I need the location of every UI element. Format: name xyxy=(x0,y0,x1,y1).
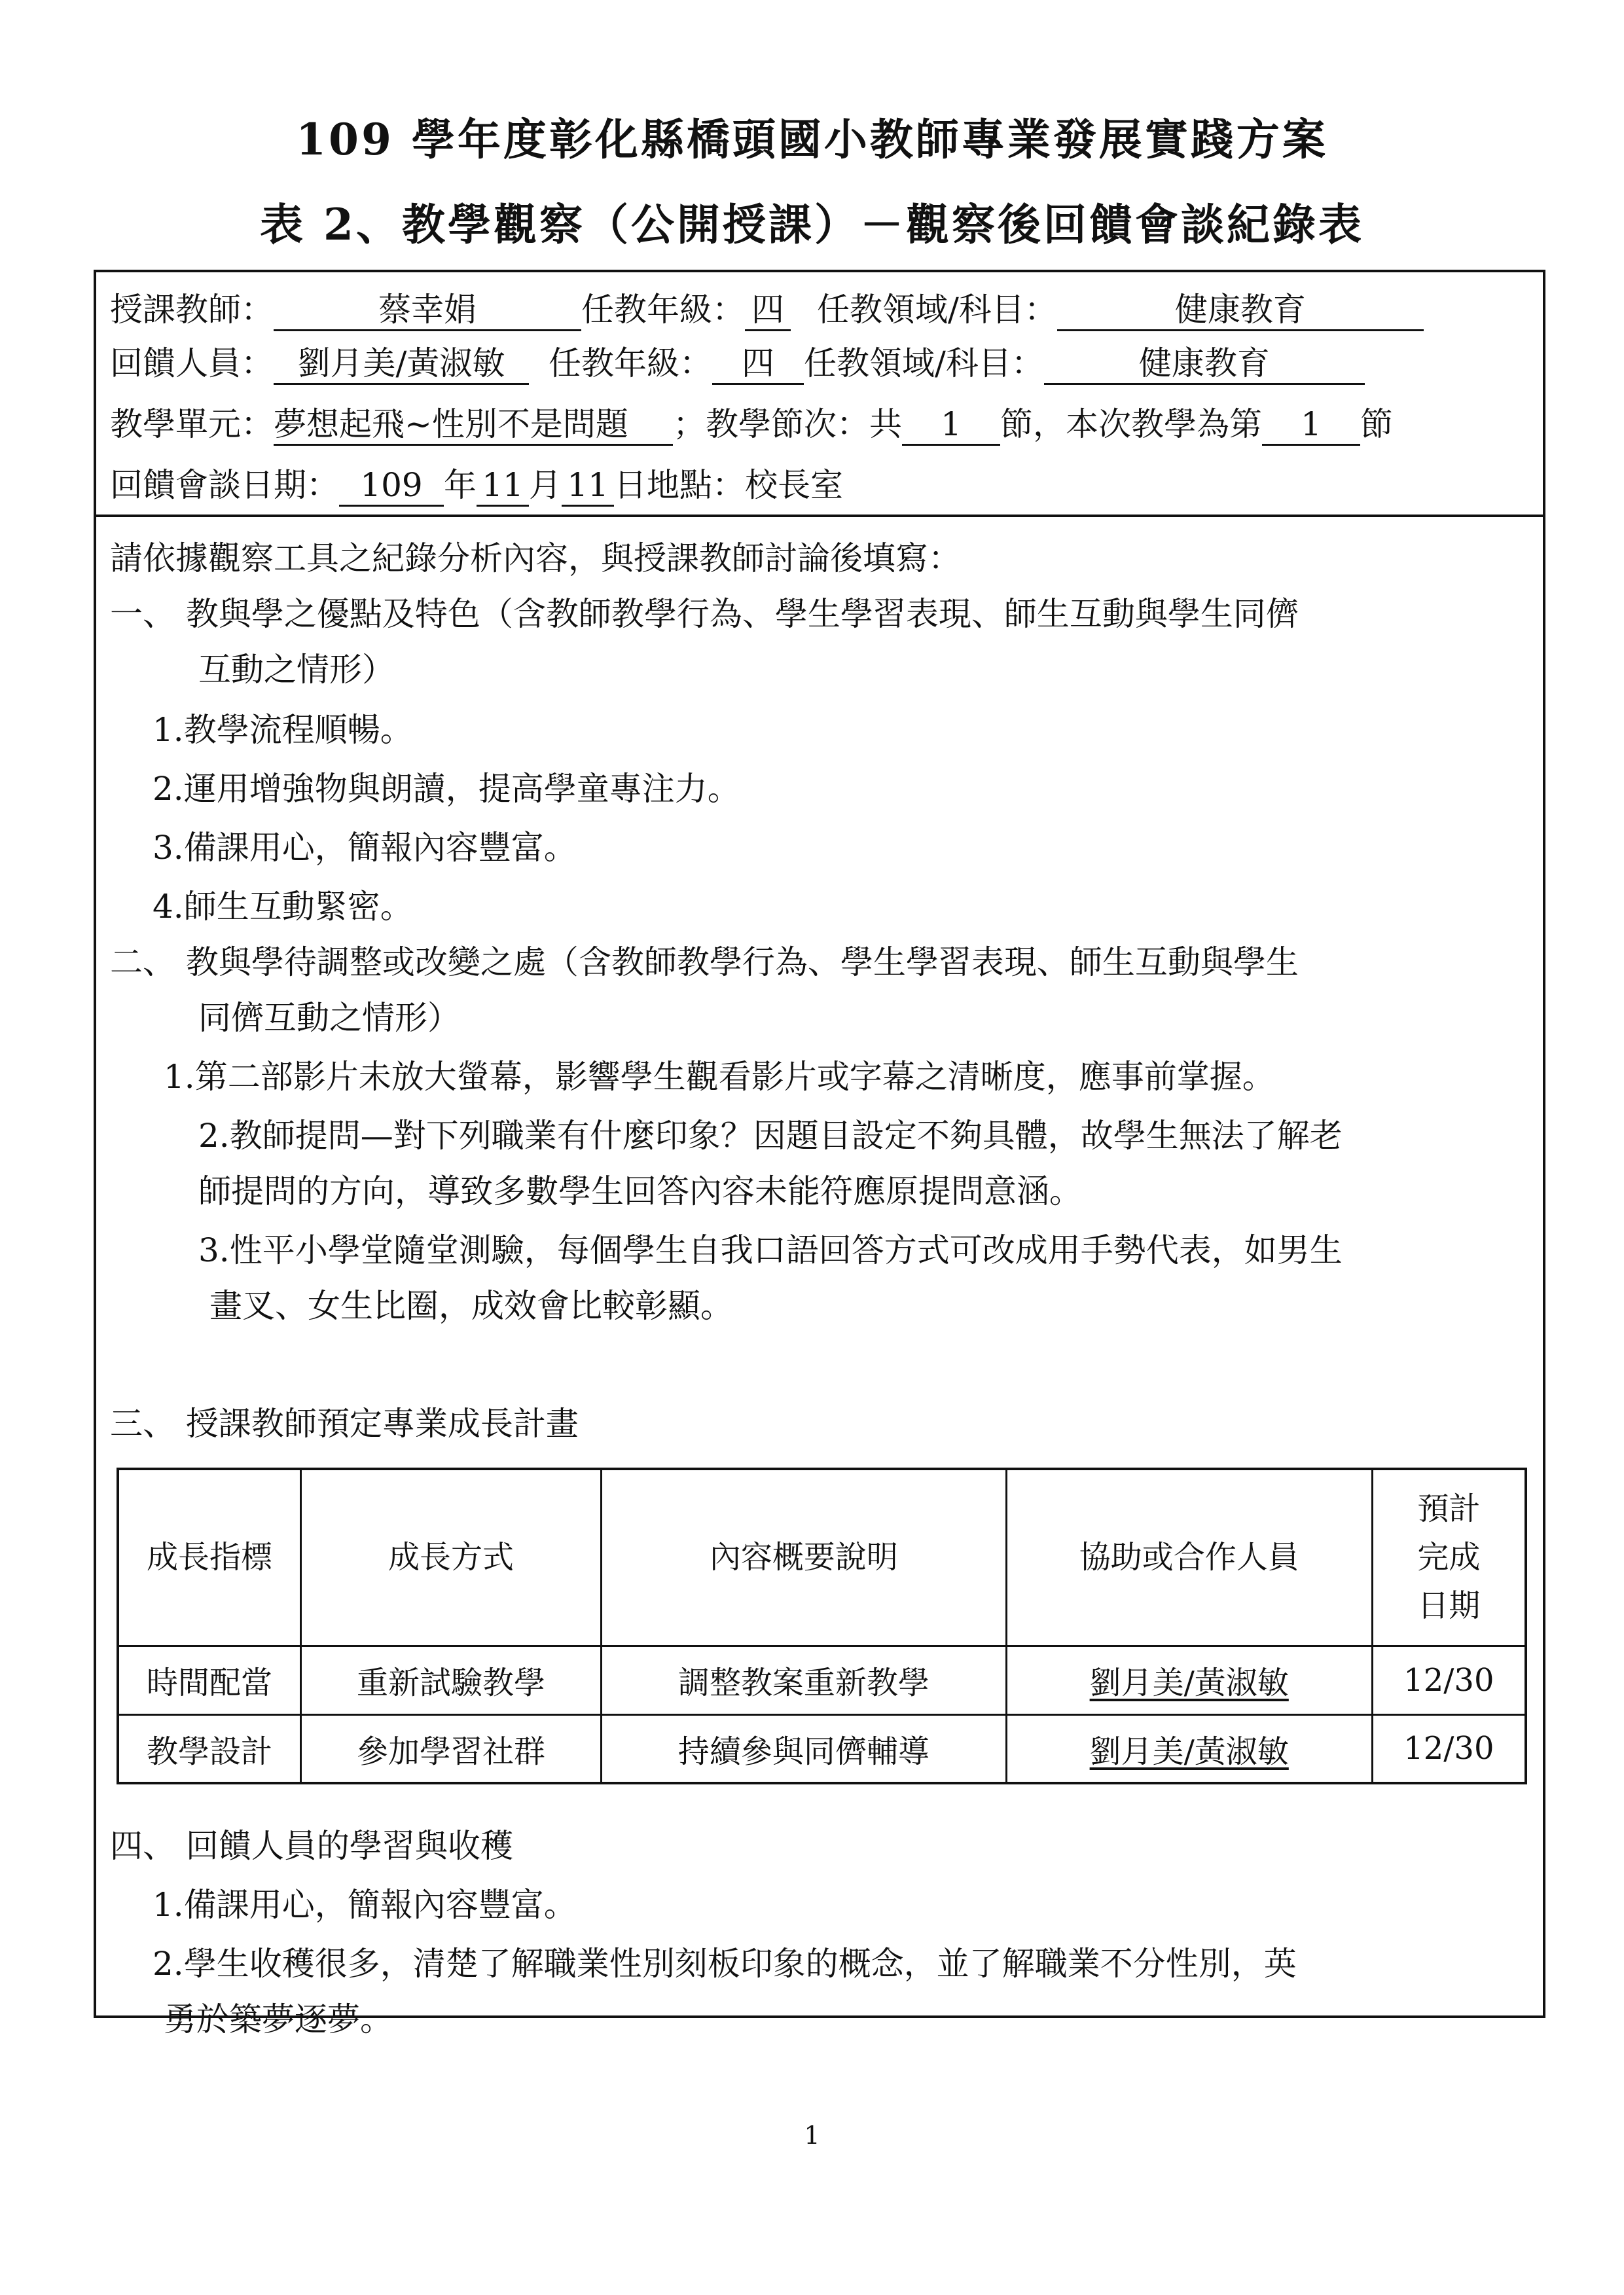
header-indicator: 成長指標 xyxy=(118,1469,300,1646)
header-due-date-line: 日期 xyxy=(1417,1587,1481,1625)
table-row xyxy=(118,1714,1526,1783)
section4-item-cont: 勇於築夢逐夢。 xyxy=(164,2000,393,2038)
cell-method: 重新試驗教學 xyxy=(300,1646,601,1714)
date-day-unit: 日 xyxy=(614,466,647,504)
location-value: 校長室 xyxy=(745,466,843,504)
date-day: 11 xyxy=(562,465,614,507)
cell-summary: 持續參與同儕輔導 xyxy=(602,1714,1007,1783)
instruction-text: 請依據觀察工具之紀錄分析內容，與授課教師討論後填寫： xyxy=(110,539,961,577)
cell-due-date: 12/30 xyxy=(1372,1646,1526,1714)
header-due-date-line: 完成 xyxy=(1417,1539,1481,1576)
cell-summary: 調整教案重新教學 xyxy=(602,1646,1007,1714)
sessions-total: 1 xyxy=(902,405,1000,446)
header-row-teacher xyxy=(110,290,1424,331)
growth-plan-table xyxy=(117,1468,1527,1784)
section2-item: 3.性平小學堂隨堂測驗，每個學生自我口語回答方式可改成用手勢代表，如男生 xyxy=(198,1231,1343,1269)
section3-heading: 三、 授課教師預定專業成長計畫 xyxy=(110,1405,579,1443)
section4-item: 1.備課用心，簡報內容豐富。 xyxy=(153,1886,577,1924)
section2-item: 1.第二部影片未放大螢幕，影響學生觀看影片或字幕之清晰度，應事前掌握。 xyxy=(164,1058,1275,1096)
date-month-unit: 月 xyxy=(529,466,562,504)
teacher-name: 蔡幸娟 xyxy=(274,290,581,331)
section1-item: 4.師生互動緊密。 xyxy=(153,888,413,926)
section2-item-cont: 師提問的方向，導致多數學生回答內容未能符應原提問意涵。 xyxy=(198,1172,1082,1210)
date-label: 回饋會談日期： xyxy=(110,466,339,504)
header-due-date xyxy=(1372,1469,1526,1646)
header-row-feedback xyxy=(110,344,1365,385)
form-title: 表 2、教學觀察（公開授課）－觀察後回饋會談紀錄表 xyxy=(260,199,1364,250)
subject-label: 任教領域/科目： xyxy=(817,291,1057,329)
document-title: 109 學年度彰化縣橋頭國小教師專業發展實踐方案 xyxy=(296,114,1328,165)
sessions-mid: 節，本次教學為第 xyxy=(1000,405,1262,443)
sessions-label: ；教學節次：共 xyxy=(673,405,902,443)
section4-heading: 四、 回饋人員的學習與收穫 xyxy=(110,1827,513,1865)
feedback-subject-label: 任教領域/科目： xyxy=(804,344,1044,382)
section2-item-cont: 畫叉、女生比圈，成效會比較彰顯。 xyxy=(209,1287,733,1325)
cell-indicator: 時間配當 xyxy=(118,1646,300,1714)
grade-label: 任教年級： xyxy=(581,291,745,329)
cell-indicator: 教學設計 xyxy=(118,1714,300,1783)
grade-value: 四 xyxy=(745,290,791,331)
subject-value: 健康教育 xyxy=(1057,290,1424,331)
date-year: 109 xyxy=(339,465,444,507)
section1-item: 2.運用增強物與朗讀，提高學童專注力。 xyxy=(153,770,740,808)
header-method: 成長方式 xyxy=(300,1469,601,1646)
sessions-current: 1 xyxy=(1262,405,1360,446)
section4-item: 2.學生收穫很多，清楚了解職業性別刻板印象的概念，並了解職業不分性別，英 xyxy=(153,1945,1297,1983)
section2-item: 2.教師提問—對下列職業有什麼印象？因題目設定不夠具體，故學生無法了解老 xyxy=(198,1117,1343,1155)
section2-heading: 二、 教與學待調整或改變之處（含教師教學行為、學生學習表現、師生互動與學生 xyxy=(110,943,1299,981)
feedback-subject-value: 健康教育 xyxy=(1044,344,1365,385)
header-due-date-line: 預計 xyxy=(1417,1491,1481,1528)
unit-value: 夢想起飛~性別不是問題 xyxy=(274,405,673,446)
section2-heading-cont: 同儕互動之情形） xyxy=(198,999,460,1037)
feedback-label: 回饋人員： xyxy=(110,344,274,382)
header-divider xyxy=(96,515,1543,517)
date-month: 11 xyxy=(477,465,529,507)
sessions-suffix: 節 xyxy=(1360,405,1393,443)
cell-partners: 劉月美/黃淑敏 xyxy=(1006,1714,1372,1783)
teacher-label: 授課教師： xyxy=(110,291,274,329)
unit-label: 教學單元： xyxy=(110,405,274,443)
location-label: 地點： xyxy=(647,466,745,504)
feedback-grade-value: 四 xyxy=(712,344,804,385)
section1-item: 1.教學流程順暢。 xyxy=(153,711,413,749)
section1-item: 3.備課用心，簡報內容豐富。 xyxy=(153,829,577,867)
feedback-names: 劉月美/黃淑敏 xyxy=(274,344,529,385)
page-number: 1 xyxy=(804,2121,820,2150)
section1-heading-cont: 互動之情形） xyxy=(198,651,395,689)
cell-partners: 劉月美/黃淑敏 xyxy=(1006,1646,1372,1714)
cell-due-date: 12/30 xyxy=(1372,1714,1526,1783)
table-row xyxy=(118,1646,1526,1714)
header-partners: 協助或合作人員 xyxy=(1006,1469,1372,1646)
section1-heading: 一、 教與學之優點及特色（含教師教學行為、學生學習表現、師生互動與學生同儕 xyxy=(110,595,1299,633)
feedback-grade-label: 任教年級： xyxy=(549,344,712,382)
header-row-unit xyxy=(110,405,1393,446)
table-header-row xyxy=(118,1469,1526,1646)
header-row-date xyxy=(110,465,843,507)
cell-method: 參加學習社群 xyxy=(300,1714,601,1783)
header-summary: 內容概要說明 xyxy=(602,1469,1007,1646)
date-year-unit: 年 xyxy=(444,466,477,504)
